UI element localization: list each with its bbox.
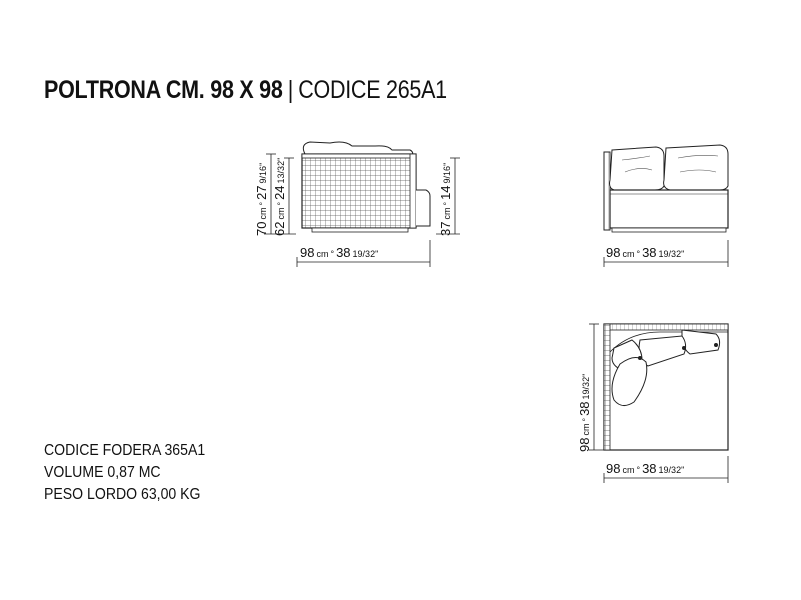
front-view — [604, 145, 728, 267]
side-height-seat-label: 37cm°149/16" — [438, 162, 453, 236]
plan-view — [577, 324, 728, 483]
front-width-label: 98 cm ° 38 19/32" — [606, 245, 685, 260]
volume: VOLUME 0,87 MC — [44, 464, 161, 481]
side-seat-cushion — [416, 190, 430, 226]
plan-cushion-1 — [682, 330, 720, 354]
cover-code: CODICE FODERA 365A1 — [44, 442, 206, 459]
front-cushion-right — [664, 145, 728, 190]
plan-width-label: 98 cm ° 38 19/32" — [606, 461, 685, 476]
product-code: CODICE 265A1 — [298, 76, 447, 104]
side-frame — [302, 154, 416, 228]
gross-weight: PESO LORDO 63,00 KG — [44, 486, 201, 503]
product-info — [44, 440, 205, 506]
side-width-label: 98 cm ° 38 19/32" — [300, 245, 379, 260]
side-base — [312, 228, 408, 232]
plan-depth-label: 98cm°3819/32" — [577, 373, 592, 452]
side-view — [254, 142, 460, 267]
front-seat — [610, 190, 728, 228]
side-height-back-label: 62cm°2413/32" — [272, 157, 287, 236]
title-separator: | — [287, 76, 294, 104]
side-height-total-label: 70cm°279/16" — [254, 162, 269, 236]
product-title: POLTRONA CM. 98 X 98 — [44, 76, 283, 104]
